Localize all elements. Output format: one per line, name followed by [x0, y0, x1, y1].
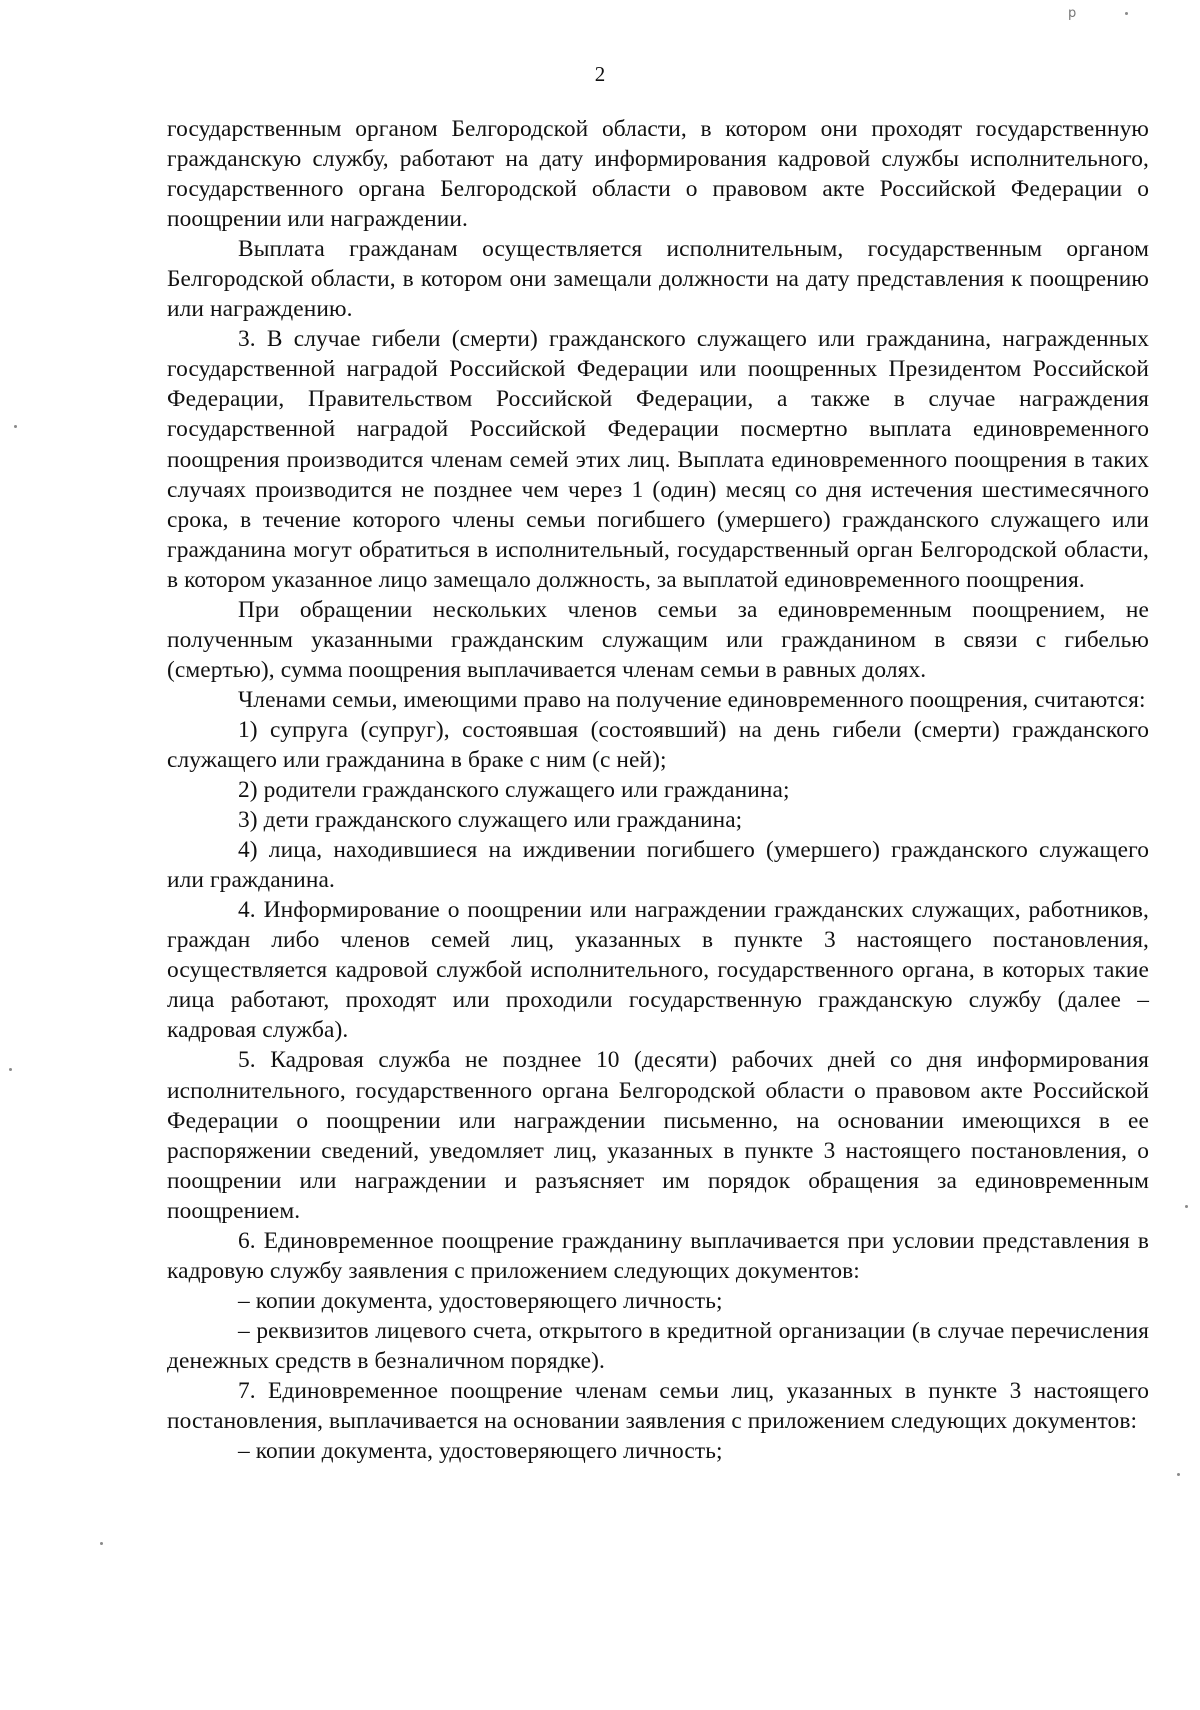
dash-item-1: – копии документа, удостоверяющего личность;: [238, 1287, 723, 1314]
paragraph-5: Членами семьи, имеющими право на получение единовременного поощрения, считаются:: [238, 686, 1146, 713]
list-item-1: 1) супруга (супруг), состоявшая (состоявший) на день гибели (смерти) гражданского служащего или гражданина в браке с ним (с ней);: [167, 716, 1149, 773]
dash-item-2: – реквизитов лицевого счета, открытого в кредитной организации (в случае перечисления денежных средств в безналичном порядке).: [167, 1317, 1149, 1374]
scan-speck: [1125, 12, 1128, 15]
paragraph-9: 7. Единовременное поощрение членам семьи лиц, указанных в пункте 3 настоящего постановления, выплачивается на основании заявления с приложением следующих документов:: [167, 1377, 1149, 1435]
document-body: [167, 114, 1149, 1466]
page-number: 2: [594, 62, 606, 86]
corner-mark: р: [1068, 6, 1077, 21]
scan-speck: [9, 1068, 12, 1071]
scan-speck: [1177, 1473, 1180, 1476]
paragraph-3: 3. В случае гибели (смерти) гражданского служащего или гражданина, награжденных государственной наградой Российской Федерации или поощренных Президентом Российской Федерации, Правительством Российской Федерации, а также в случае награждения государственной наградой Российской Федерации посмертно выплата единовременного поощрения производится членам семей этих лиц. Выплата единовременного поощрения в таких случаях производится не позднее чем через 1 (один) месяц со дня истечения шестимесячного срока, в течение которого члены семьи погибшего (умершего) гражданского служащего или гражданина могут обратиться в исполнительный, государственный орган Белгородской области, в котором указанное лицо замещало должность, за выплатой единовременного поощрения.: [167, 326, 1149, 593]
paragraph-1: государственным органом Белгородской области, в котором они проходят государственную гражданскую службу, работают на дату информирования кадровой службы исполнительного, государственного органа Белгородской области о правовом акте Российской Федерации о поощрении или награждении.: [167, 116, 1149, 233]
paragraph-2: Выплата гражданам осуществляется исполнительным, государственным органом Белгородской области, в котором они замещали должности на дату представления к поощрению или награждению.: [167, 236, 1149, 323]
scan-speck: [1185, 1205, 1188, 1208]
paragraph-8: 6. Единовременное поощрение гражданину выплачивается при условии представления в кадровую службу заявления с приложением следующих документов:: [167, 1227, 1149, 1284]
list-item-2: 2) родители гражданского служащего или гражданина;: [238, 777, 790, 804]
scan-speck: [100, 1542, 103, 1545]
paragraph-4: При обращении нескольких членов семьи за единовременным поощрением, не полученным указанными гражданским служащим или гражданином в связи с гибелью (смертью), сумма поощрения выплачивается членам семьи в равных долях.: [167, 596, 1149, 683]
paragraph-7: 5. Кадровая служба не позднее 10 (десяти) рабочих дней со дня информирования исполнительного, государственного органа Белгородской области о правовом акте Российской Федерации о поощрении или награждении письменно, на основании имеющихся в ее распоряжении сведений, уведомляет лиц, указанных в пункте 3 настоящего постановления, о поощрении или награждении и разъясняет им порядок обращения за единовременным поощрением.: [167, 1047, 1149, 1224]
list-item-4: 4) лица, находившиеся на иждивении погибшего (умершего) гражданского служащего или гражданина.: [167, 837, 1149, 894]
paragraph-6: 4. Информирование о поощрении или награждении гражданских служащих, работников, граждан либо членов семей лиц, указанных в пункте 3 настоящего постановления, осуществляется кадровой службой исполнительного, государственного органа, в которых такие лица работают, проходят или проходили государственную гражданскую службу (далее – кадровая служба).: [167, 897, 1149, 1044]
dash-item-3: – копии документа, удостоверяющего личность;: [238, 1438, 723, 1465]
scan-speck: [14, 425, 17, 428]
list-item-3: 3) дети гражданского служащего или гражданина;: [238, 807, 743, 834]
